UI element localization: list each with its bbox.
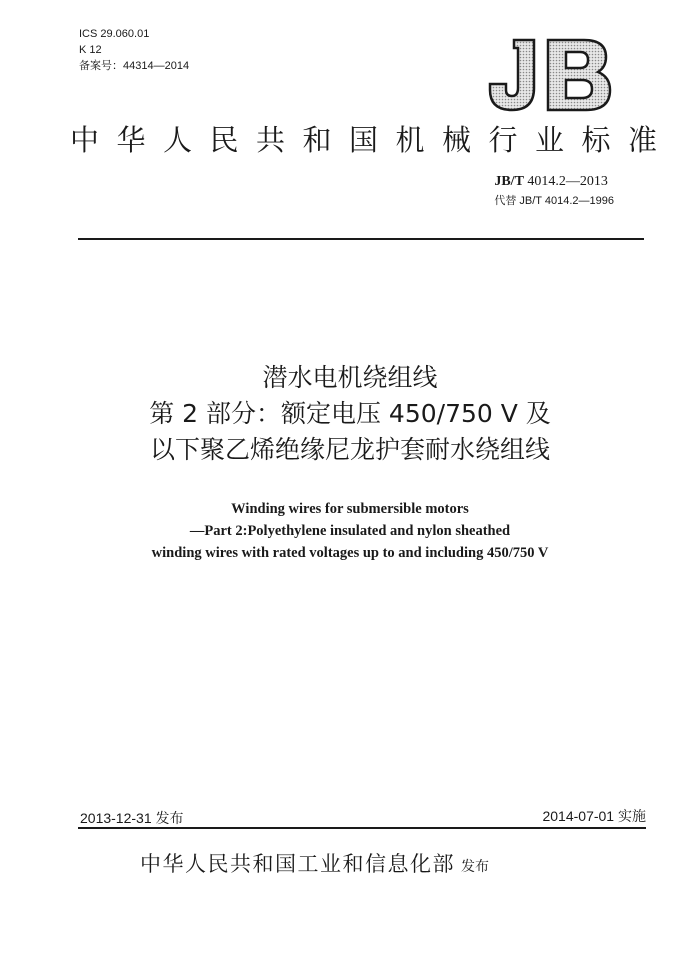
standard-number (494, 174, 614, 190)
classification-code: K 12 (79, 44, 102, 56)
issuer (140, 848, 489, 878)
issue-date: 2013-12-31 发布 (80, 810, 184, 826)
document-title-en (0, 498, 700, 564)
title-cn-line-3: 以下聚乙烯绝缘尼龙护套耐水绕组线 (149, 435, 550, 464)
standard-number-value: 4014.2—2013 (523, 174, 608, 189)
jb-logo (486, 38, 612, 114)
standard-prefix: JB/T (494, 174, 524, 189)
effective-date: 2014-07-01 实施 (542, 808, 646, 824)
record-number: 备案号：44314—2014 (79, 60, 190, 72)
title-cn-line-1: 潜水电机绕组线 (262, 363, 438, 392)
title-en-line-3: winding wires with rated voltages up to and including 450/750 V (151, 545, 549, 561)
standard-number-block (494, 174, 614, 208)
ics-code: ICS 29.060.01 (79, 28, 150, 40)
document-title-cn (0, 360, 700, 468)
issuer-name: 中华人民共和国工业和信息化部 (140, 852, 455, 876)
title-en-line-2: —Part 2:Polyethylene insulated and nylon sheathed (189, 523, 511, 539)
industry-standard-title: 中华人民共和国机械行业标准 (70, 123, 675, 157)
issuer-action: 发布 (461, 859, 489, 875)
bottom-divider (78, 827, 646, 829)
replaces-standard: 代替 JB/T 4014.2—1996 (494, 195, 614, 207)
title-en-line-1: Winding wires for submersible motors (231, 501, 469, 517)
title-cn-line-2: 第 2 部分：额定电压 450/750 V 及 (149, 399, 551, 428)
top-divider (78, 238, 644, 240)
metadata-block (79, 26, 189, 74)
